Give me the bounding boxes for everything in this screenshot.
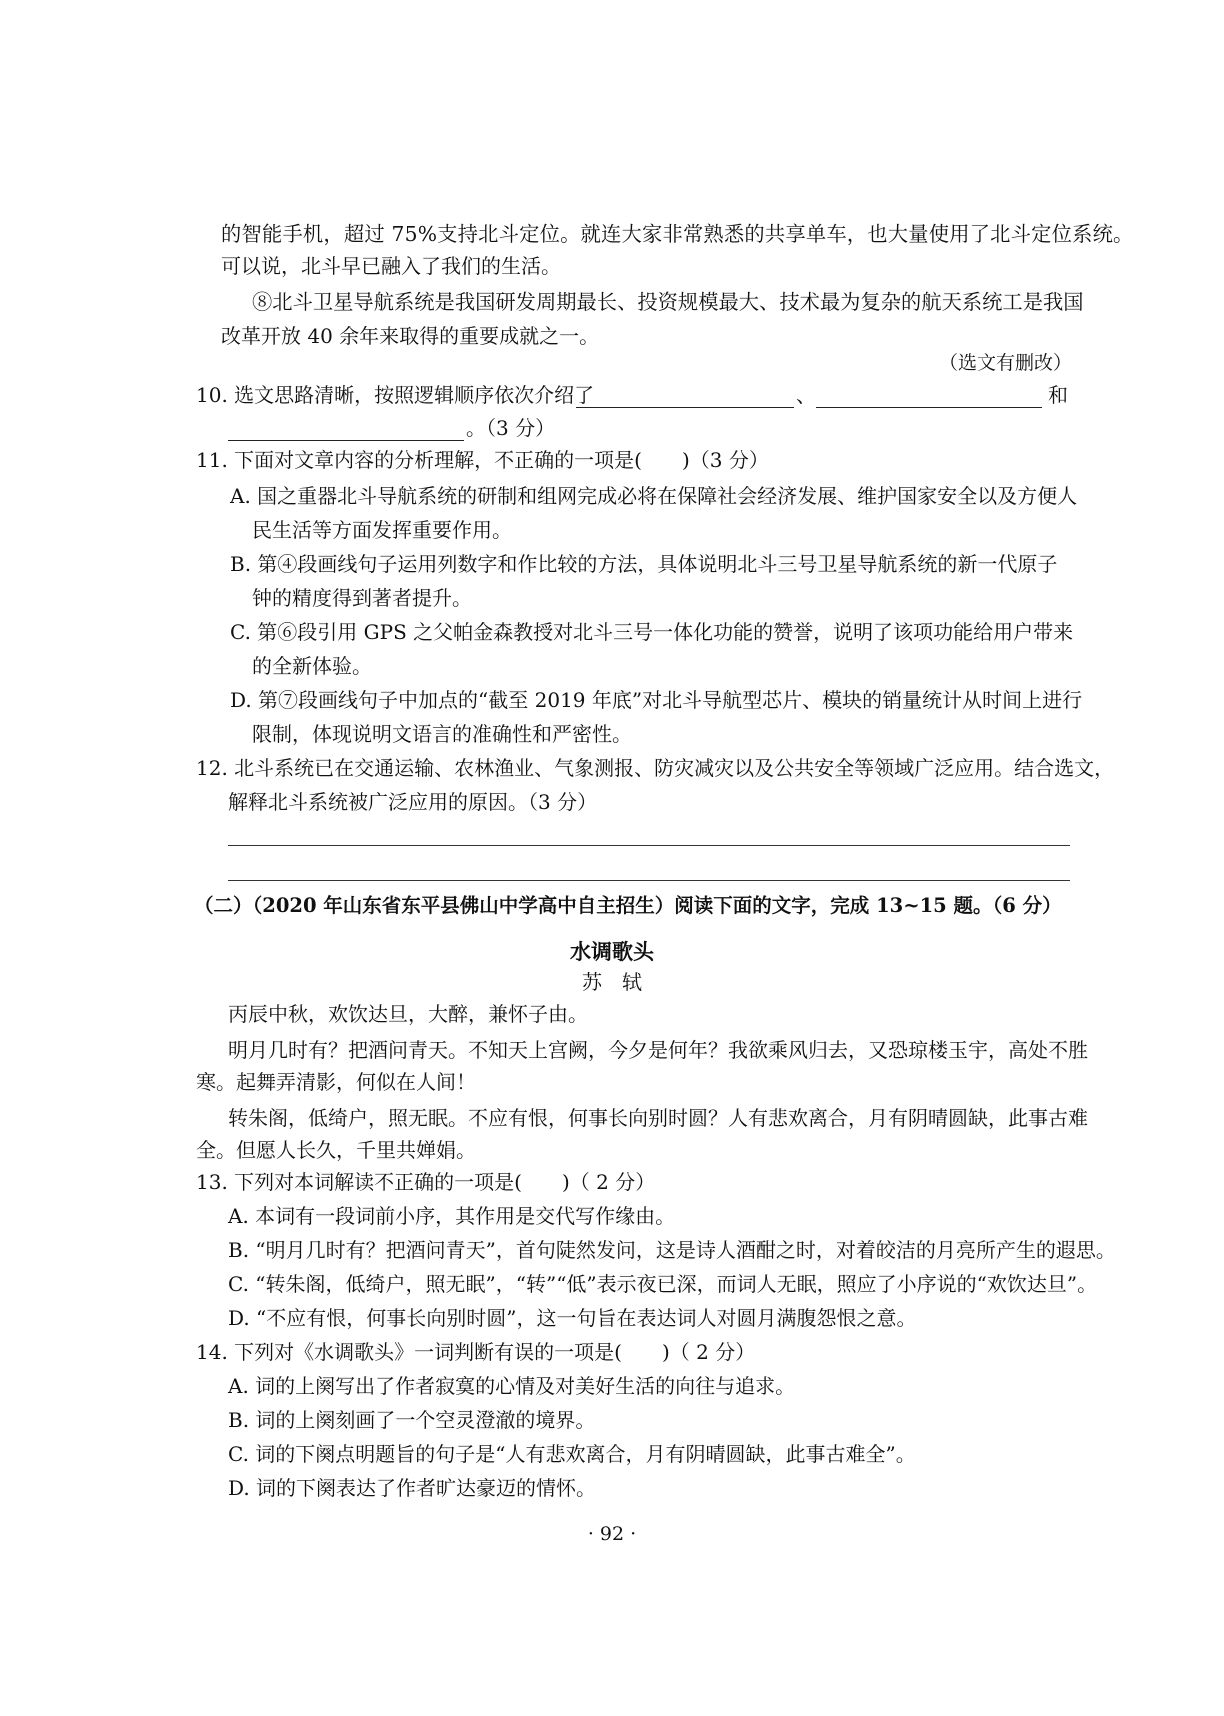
- option-b: B. 词的上阕刻画了一个空灵澄澈的境界。: [228, 1408, 596, 1432]
- section-header: （二）（2020 年山东省东平县佛山中学高中自主招生）阅读下面的文字，完成 13~15 题。（6 分）: [194, 894, 1062, 917]
- answer-blank-2[interactable]: [816, 407, 1042, 408]
- answer-blank-1[interactable]: [576, 407, 794, 408]
- question-11-stem: 11. 下面对文章内容的分析理解，不正确的一项是( )（3 分）: [196, 448, 769, 472]
- option-d: D. “不应有恨，何事长向别时圆”，这一句旨在表达词人对圆月满腹怨恨之意。: [228, 1306, 917, 1330]
- passage-paragraph-8-cont: 改革开放 40 余年来取得的重要成就之一。: [221, 324, 600, 348]
- page-number: · 92 ·: [587, 1523, 637, 1545]
- option-d: D. 第⑦段画线句子中加点的“截至 2019 年底”对北斗导航型芯片、模块的销量统计从时间上进行: [230, 688, 1083, 712]
- poem-title: 水调歌头: [570, 940, 654, 964]
- poem-author: 苏 轼: [582, 970, 642, 994]
- poem-preface: 丙辰中秋，欢饮达旦，大醉，兼怀子由。: [228, 1002, 588, 1026]
- answer-blank-3[interactable]: [228, 440, 464, 441]
- option-a: A. 词的上阕写出了作者寂寞的心情及对美好生活的向往与追求。: [228, 1374, 796, 1398]
- passage-line: 可以说，北斗早已融入了我们的生活。: [221, 254, 561, 278]
- blank-and: 和: [1048, 383, 1068, 407]
- question-14-stem: 14. 下列对《水调歌头》一词判断有误的一项是( )（ 2 分）: [196, 1340, 756, 1364]
- poem-stanza-2-cont: 全。但愿人长久，千里共婵娟。: [196, 1138, 476, 1162]
- option-c: C. 第⑥段引用 GPS 之父帕金森教授对北斗三号一体化功能的赞誉，说明了该项功能给用户带来: [230, 620, 1074, 644]
- question-12-stem: 12. 北斗系统已在交通运输、农林渔业、气象测报、防灾减灾以及公共安全等领域广泛应用。结合选文，: [196, 756, 1115, 780]
- option-a-cont: 民生活等方面发挥重要作用。: [252, 518, 512, 542]
- option-c: C. 词的下阕点明题旨的句子是“人有悲欢离合，月有阴晴圆缺，此事古难全”。: [228, 1442, 916, 1466]
- source-note: （选文有删改）: [938, 352, 1072, 374]
- option-c: C. “转朱阁，低绮户，照无眠”，“转”“低”表示夜已深，而词人无眠，照应了小序说的“欢饮达旦”。: [228, 1272, 1098, 1296]
- option-c-cont: 的全新体验。: [252, 654, 372, 678]
- option-d: D. 词的下阕表达了作者旷达豪迈的情怀。: [228, 1476, 597, 1500]
- option-b: B. “明月几时有？把酒问青天”，首句陡然发问，这是诗人酒酣之时，对着皎洁的月亮所产生的遐思。: [228, 1238, 1116, 1262]
- question-13-stem: 13. 下列对本词解读不正确的一项是( )（ 2 分）: [196, 1170, 656, 1194]
- option-a: A. 国之重器北斗导航系统的研制和组网完成必将在保障社会经济发展、维护国家安全以及方便人: [230, 484, 1078, 508]
- poem-stanza-1-cont: 寒。起舞弄清影，何似在人间！: [196, 1070, 476, 1094]
- answer-line[interactable]: [228, 845, 1070, 846]
- option-d-cont: 限制，体现说明文语言的准确性和严密性。: [252, 722, 632, 746]
- question-10-score: 。（3 分）: [466, 416, 556, 440]
- question-12-stem-cont: 解释北斗系统被广泛应用的原因。（3 分）: [228, 790, 598, 814]
- answer-line[interactable]: [228, 880, 1070, 881]
- poem-stanza-2: 转朱阁，低绮户，照无眠。不应有恨，何事长向别时圆？人有悲欢离合，月有阴晴圆缺，此事古难: [228, 1106, 1088, 1130]
- passage-paragraph-8: ⑧北斗卫星导航系统是我国研发周期最长、投资规模最大、技术最为复杂的航天系统工是我国: [252, 290, 1084, 314]
- poem-stanza-1: 明月几时有？把酒问青天。不知天上宫阙，今夕是何年？我欲乘风归去，又恐琼楼玉宇，高处不胜: [228, 1038, 1088, 1062]
- passage-line: 的智能手机，超过 75%支持北斗定位。就连大家非常熟悉的共享单车，也大量使用了北斗定位系统。: [221, 222, 1134, 246]
- option-a: A. 本词有一段词前小序，其作用是交代写作缘由。: [228, 1204, 676, 1228]
- option-b: B. 第④段画线句子运用列数字和作比较的方法，具体说明北斗三号卫星导航系统的新一代原子: [230, 552, 1058, 576]
- question-10-stem: 10. 选文思路清晰，按照逻辑顺序依次介绍了: [196, 383, 595, 407]
- blank-separator: 、: [796, 383, 816, 407]
- option-b-cont: 钟的精度得到著者提升。: [252, 586, 472, 610]
